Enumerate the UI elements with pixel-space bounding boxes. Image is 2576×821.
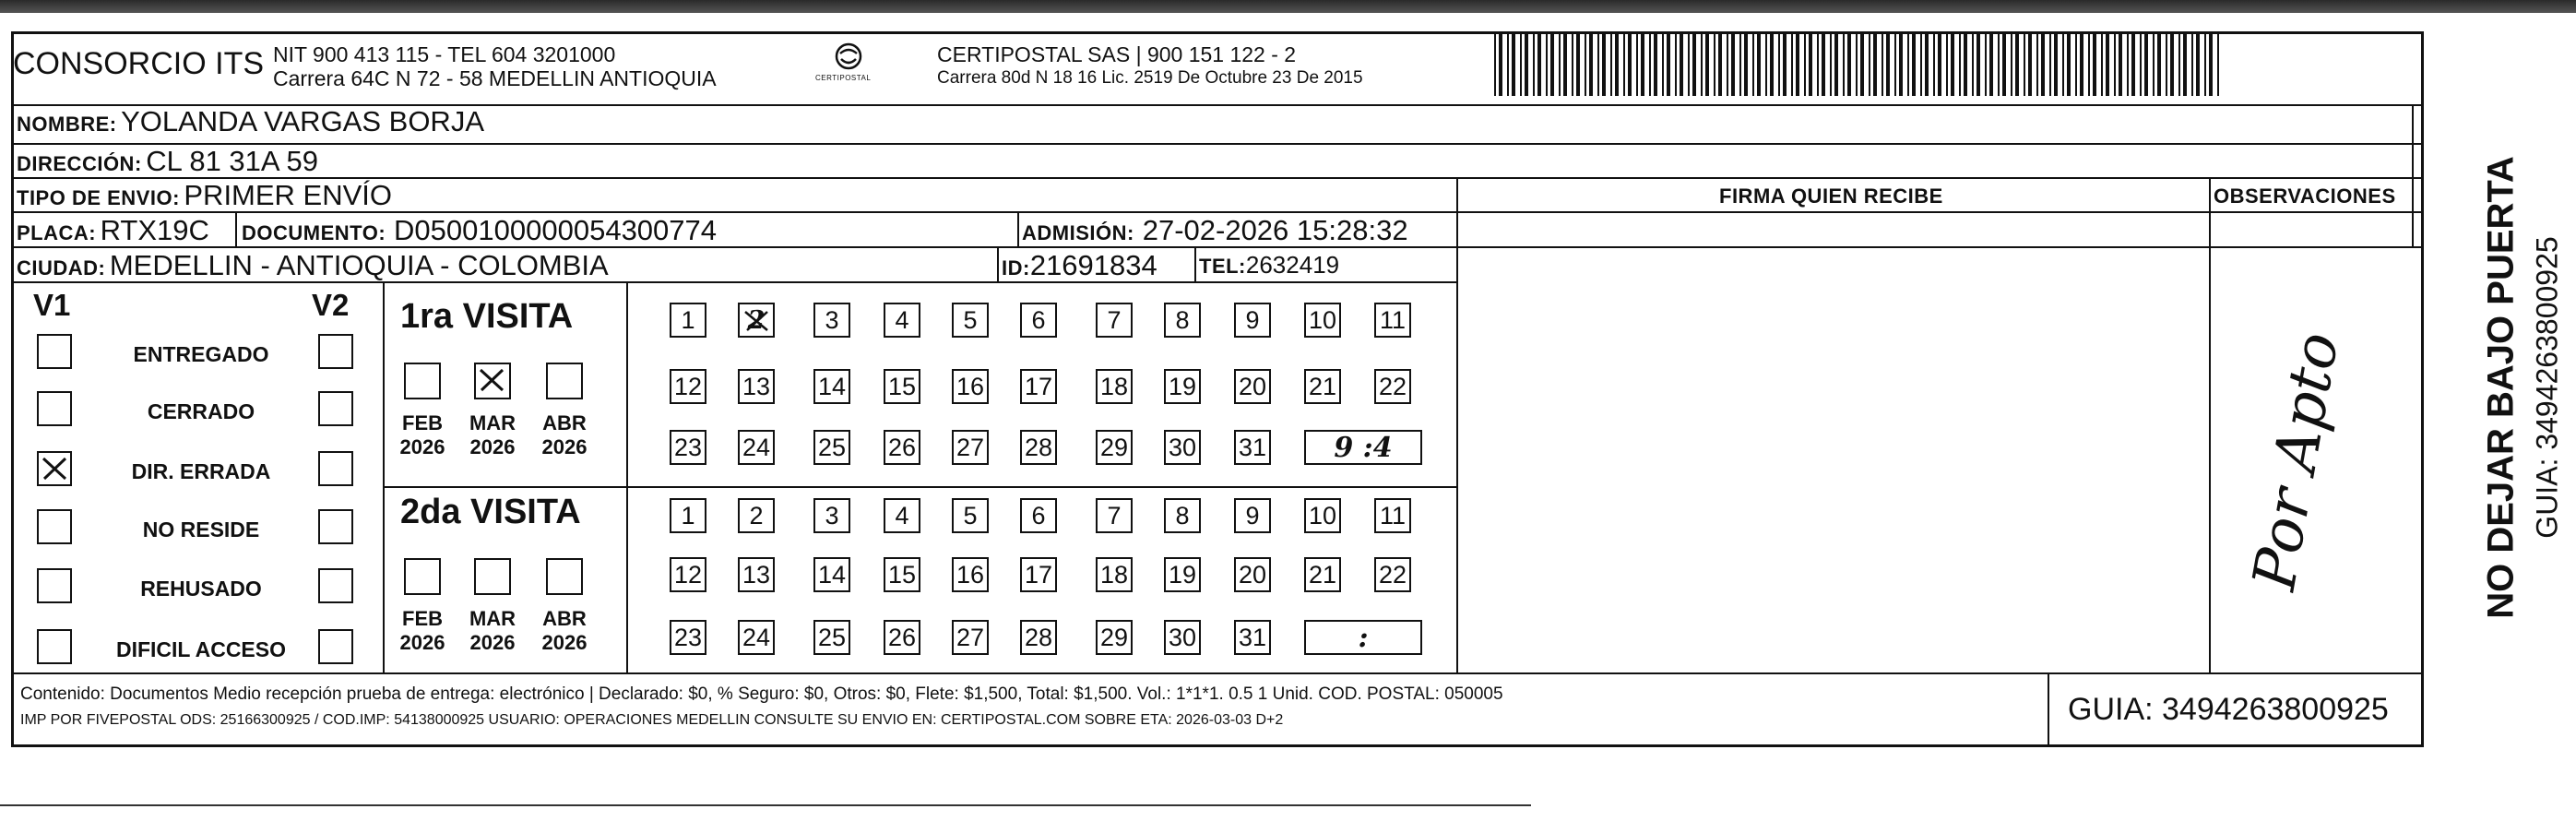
month-checkbox[interactable] xyxy=(404,363,441,399)
month-year: 2026 xyxy=(399,631,445,654)
placa-value: RTX19C xyxy=(100,214,209,246)
divider xyxy=(14,672,2421,674)
month-label: ABR xyxy=(542,411,587,434)
divider xyxy=(235,211,237,246)
first-visit-title: 1ra VISITA xyxy=(400,297,574,336)
documento-value: D0500100000054300774 xyxy=(394,214,718,246)
status-label: ENTREGADO xyxy=(133,342,269,366)
divider xyxy=(1456,246,2421,248)
divider xyxy=(1456,177,1458,672)
tipo-envio-label: TIPO DE ENVIO: xyxy=(17,186,180,209)
company-name: CONSORCIO ITS xyxy=(13,46,265,81)
day-box[interactable]: 20 xyxy=(1234,369,1271,404)
day-box[interactable]: 22 xyxy=(1374,369,1411,404)
day-box[interactable]: 2 xyxy=(738,498,775,533)
day-box[interactable]: 31 xyxy=(1234,620,1271,655)
day-box[interactable]: 1 xyxy=(670,498,706,533)
second-visit-title: 2da VISITA xyxy=(400,493,581,531)
day-box[interactable]: 15 xyxy=(884,557,920,592)
divider xyxy=(14,143,2421,145)
day-box[interactable]: 4 xyxy=(884,303,920,338)
tel-value: 2632419 xyxy=(1245,251,1340,279)
day-box[interactable]: 2 xyxy=(738,303,775,338)
day-box[interactable]: 13 xyxy=(738,369,775,404)
day-box[interactable]: 31 xyxy=(1234,430,1271,465)
day-box[interactable]: 19 xyxy=(1164,369,1201,404)
month-checkbox[interactable] xyxy=(546,558,583,595)
placa-label: PLACA: xyxy=(17,221,97,244)
day-box[interactable]: 14 xyxy=(813,369,850,404)
status-label: CERRADO xyxy=(147,399,255,423)
v1-checkbox[interactable] xyxy=(37,509,72,544)
month-checkbox[interactable] xyxy=(474,558,511,595)
day-box[interactable]: 28 xyxy=(1020,620,1057,655)
day-box[interactable]: 16 xyxy=(952,557,989,592)
footer-guia: GUIA: 3494263800925 xyxy=(2068,692,2389,727)
day-box[interactable]: 24 xyxy=(738,430,775,465)
v2-checkbox[interactable] xyxy=(318,568,353,603)
day-box[interactable]: 9 xyxy=(1234,498,1271,533)
day-box[interactable]: 29 xyxy=(1096,620,1133,655)
day-box[interactable]: 13 xyxy=(738,557,775,592)
footer-imp-line: IMP POR FIVEPOSTAL ODS: 25166300925 / COD.IMP: 54138000925 USUARIO: OPERACIONES MEDELLIN CONSULTE SU ENVIO EN: CERTIPOSTAL.COM SOBRE ETA: 2026-03-03 D+2 xyxy=(20,712,1284,728)
day-box[interactable]: 28 xyxy=(1020,430,1057,465)
day-box[interactable]: 19 xyxy=(1164,557,1201,592)
tipo-envio-value: PRIMER ENVÍO xyxy=(184,179,393,211)
day-box[interactable]: 6 xyxy=(1020,498,1057,533)
divider xyxy=(626,281,628,672)
day-box[interactable]: 7 xyxy=(1096,303,1133,338)
day-box[interactable]: 18 xyxy=(1096,369,1133,404)
day-box[interactable]: 11 xyxy=(1374,498,1411,533)
divider xyxy=(2412,104,2414,246)
month-year: 2026 xyxy=(399,435,445,458)
day-box[interactable]: 30 xyxy=(1164,430,1201,465)
day-box[interactable]: 17 xyxy=(1020,369,1057,404)
day-box[interactable]: 3 xyxy=(813,303,850,338)
day-box[interactable]: 5 xyxy=(952,303,989,338)
side-guia: GUIA: 3494263800925 xyxy=(2530,236,2564,539)
day-box[interactable]: 12 xyxy=(670,369,706,404)
day-box[interactable]: 20 xyxy=(1234,557,1271,592)
id-value: 21691834 xyxy=(1029,249,1157,281)
v1-checkbox[interactable] xyxy=(37,334,72,369)
divider xyxy=(1194,246,1196,281)
day-box[interactable]: 5 xyxy=(952,498,989,533)
direccion-label: DIRECCIÓN: xyxy=(17,152,142,175)
admision-label: ADMISIÓN: xyxy=(1022,221,1134,244)
month-label: MAR xyxy=(469,411,516,434)
day-box[interactable]: 25 xyxy=(813,620,850,655)
status-label: DIFICIL ACCESO xyxy=(115,637,286,661)
day-box[interactable]: 9 xyxy=(1234,303,1271,338)
time-box[interactable]: : xyxy=(1304,620,1422,655)
form-frame xyxy=(11,31,2424,747)
divider xyxy=(2048,672,2049,744)
day-box[interactable]: 10 xyxy=(1304,498,1341,533)
month-year: 2026 xyxy=(541,631,588,654)
divider xyxy=(383,486,1456,488)
day-box[interactable]: 25 xyxy=(813,430,850,465)
day-box[interactable]: 6 xyxy=(1020,303,1057,338)
day-box[interactable]: 30 xyxy=(1164,620,1201,655)
day-box[interactable]: 27 xyxy=(952,620,989,655)
observaciones-handwriting xyxy=(2232,268,2361,655)
tel-label: TEL: xyxy=(1199,255,1246,278)
month-year: 2026 xyxy=(469,435,516,458)
ciudad-label: CIUDAD: xyxy=(17,256,106,280)
v2-checkbox[interactable] xyxy=(318,509,353,544)
documento-label: DOCUMENTO: xyxy=(242,221,386,244)
day-box[interactable]: 15 xyxy=(884,369,920,404)
month-checkbox[interactable] xyxy=(404,558,441,595)
day-box[interactable]: 1 xyxy=(670,303,706,338)
day-box[interactable]: 26 xyxy=(884,430,920,465)
admision-value: 27-02-2026 15:28:32 xyxy=(1142,214,1408,246)
v2-label: V2 xyxy=(312,288,350,322)
month-year: 2026 xyxy=(541,435,588,458)
v2-checkbox[interactable] xyxy=(318,334,353,369)
month-label: ABR xyxy=(542,607,587,630)
v2-checkbox[interactable] xyxy=(318,391,353,426)
logo-text: CERTIPOSTAL xyxy=(815,74,872,82)
status-label: REHUSADO xyxy=(140,577,262,601)
footer-content-line: Contenido: Documentos Medio recepción prueba de entrega: electrónico | Declarado: $0, % Seguro: $0, Otros: $0, Flete: $1,500, Total: $1,500. Vol.: 1*1*1. 0.5 1 Unid. COD. POSTAL: 050005 xyxy=(20,684,1503,704)
v1-checkbox[interactable] xyxy=(37,629,72,664)
nombre-label: NOMBRE: xyxy=(17,113,117,136)
status-label: DIR. ERRADA xyxy=(131,459,271,483)
day-box[interactable]: 10 xyxy=(1304,303,1341,338)
scan-bottom-line xyxy=(0,804,1531,806)
firma-header: FIRMA QUIEN RECIBE xyxy=(1719,184,1943,208)
day-box[interactable]: 16 xyxy=(952,369,989,404)
divider xyxy=(1017,211,1019,246)
v2-checkbox[interactable] xyxy=(318,451,353,486)
divider xyxy=(383,281,385,672)
direccion-value: CL 81 31A 59 xyxy=(146,145,318,177)
divider xyxy=(997,246,999,281)
day-box[interactable]: 11 xyxy=(1374,303,1411,338)
day-box[interactable]: 27 xyxy=(952,430,989,465)
company-address: Carrera 64C N 72 - 58 MEDELLIN ANTIOQUIA xyxy=(273,66,717,90)
day-box[interactable]: 14 xyxy=(813,557,850,592)
day-box[interactable]: 23 xyxy=(670,620,706,655)
month-label: FEB xyxy=(402,411,443,434)
certipostal-line: CERTIPOSTAL SAS | 900 151 122 - 2 xyxy=(937,42,1297,66)
day-box[interactable]: 21 xyxy=(1304,557,1341,592)
day-box[interactable]: 22 xyxy=(1374,557,1411,592)
day-box[interactable]: 4 xyxy=(884,498,920,533)
ciudad-value: MEDELLIN - ANTIOQUIA - COLOMBIA xyxy=(109,249,609,281)
day-box[interactable]: 12 xyxy=(670,557,706,592)
time-box[interactable]: 9 :4 xyxy=(1304,430,1422,465)
v1-checkbox[interactable] xyxy=(37,568,72,603)
id-label: ID: xyxy=(1002,256,1030,280)
scan-top-band xyxy=(0,0,2576,13)
day-box[interactable]: 29 xyxy=(1096,430,1133,465)
day-box[interactable]: 26 xyxy=(884,620,920,655)
day-box[interactable]: 17 xyxy=(1020,557,1057,592)
month-checkbox[interactable] xyxy=(474,363,511,399)
day-box[interactable]: 23 xyxy=(670,430,706,465)
day-box[interactable]: 21 xyxy=(1304,369,1341,404)
month-label: FEB xyxy=(402,607,443,630)
month-label: MAR xyxy=(469,607,516,630)
observaciones-header: OBSERVACIONES xyxy=(2214,184,2396,208)
day-box[interactable]: 7 xyxy=(1096,498,1133,533)
v2-checkbox[interactable] xyxy=(318,629,353,664)
status-label: NO RESIDE xyxy=(142,518,260,541)
month-year: 2026 xyxy=(469,631,516,654)
divider xyxy=(1456,211,2421,213)
month-checkbox[interactable] xyxy=(546,363,583,399)
day-box[interactable]: 24 xyxy=(738,620,775,655)
handwritten-note: Por Apto xyxy=(2240,327,2353,595)
nombre-value: YOLANDA VARGAS BORJA xyxy=(121,105,484,137)
license-line: Carrera 80d N 18 16 Lic. 2519 De Octubre 23 De 2015 xyxy=(937,68,1363,88)
v1-checkbox[interactable] xyxy=(37,451,72,486)
v1-checkbox[interactable] xyxy=(37,391,72,426)
day-box[interactable]: 18 xyxy=(1096,557,1133,592)
v1-label: V1 xyxy=(33,288,71,322)
divider xyxy=(2209,177,2211,672)
day-box[interactable]: 8 xyxy=(1164,303,1201,338)
day-box[interactable]: 8 xyxy=(1164,498,1201,533)
side-warning: NO DEJAR BAJO PUERTA xyxy=(2480,156,2522,619)
day-box[interactable]: 3 xyxy=(813,498,850,533)
company-nit: NIT 900 413 115 - TEL 604 3201000 xyxy=(273,42,616,66)
